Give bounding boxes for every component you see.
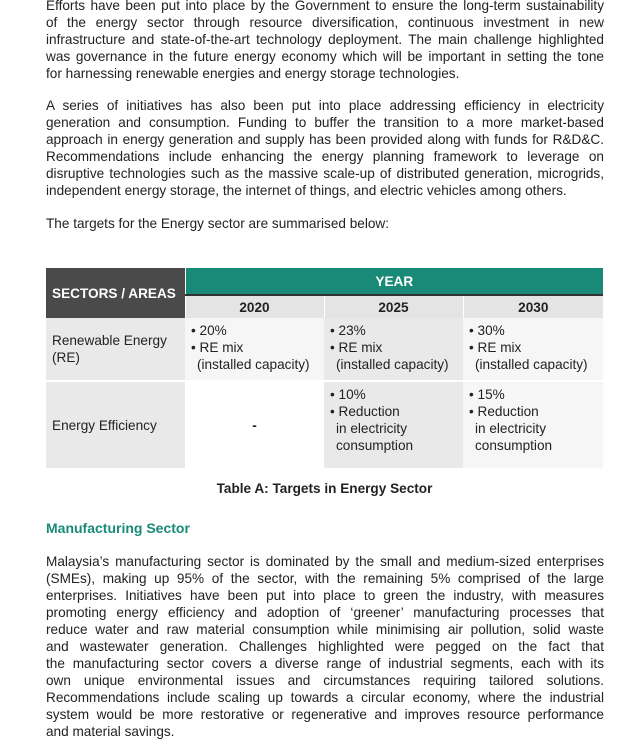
- text-line: of the energy sector through resource diversification, continuous investment in new: [46, 15, 604, 30]
- text-line: the manufacturing sector covers a diverse range of industrial segments, each with its: [46, 656, 604, 671]
- re-2020-cell: [185, 318, 324, 381]
- target-detail: (installed capacity): [197, 357, 310, 372]
- text-line: (SMEs), making up 95% of the sector, with the remaining 5% comprised of the large: [46, 571, 604, 586]
- re-2025-cell: [324, 318, 463, 381]
- year-header: YEAR: [185, 268, 603, 295]
- target-value: • 23%: [330, 323, 366, 338]
- target-metric: • RE mix: [330, 340, 383, 355]
- target-detail: in electricity: [475, 421, 547, 436]
- text-line: Recommendations include enhancing the energy planning framework to leverage on: [46, 149, 604, 164]
- target-value: • 20%: [191, 323, 227, 338]
- text-line: Efforts have been put into place by the Government to ensure the long-term sustainability: [46, 0, 604, 13]
- intro-paragraph-1: [46, 0, 604, 82]
- re-2030-cell: [463, 318, 603, 381]
- text-line: independent energy storage, the internet of things, and electric vehicles among others.: [46, 183, 567, 198]
- intro-paragraph-3: The targets for the Energy sector are summarised below:: [46, 216, 390, 231]
- text-line: reduce water and raw material consumption while minimising air pollution, solid waste: [46, 622, 604, 637]
- target-detail: (installed capacity): [336, 357, 449, 372]
- table-row: [46, 318, 603, 381]
- target-detail: (installed capacity): [475, 357, 588, 372]
- target-metric: • RE mix: [469, 340, 522, 355]
- intro-paragraph-2: [46, 97, 604, 199]
- target-metric: • RE mix: [191, 340, 244, 355]
- target-value: • 15%: [469, 387, 505, 402]
- text-line: own unique environmental issues and circumstances requiring tailored solutions.: [46, 673, 604, 688]
- year-2030-header: 2030: [463, 295, 603, 318]
- text-line: Malaysia’s manufacturing sector is dominated by the small and medium-sized enterprises: [46, 554, 604, 569]
- manufacturing-paragraph: [46, 553, 604, 740]
- table-row: [46, 381, 603, 468]
- energy-targets-table: [46, 268, 603, 468]
- row-label-renewable-energy: Renewable Energy (RE): [46, 318, 185, 381]
- text-line: system would be more restorative or regenerative and improves resource performance: [46, 707, 604, 722]
- target-detail: consumption: [336, 438, 414, 453]
- text-line: disruptive technologies such as the massive scale-up of distributed generation, microgrids,: [46, 166, 604, 181]
- section-heading: Manufacturing Sector: [46, 520, 190, 536]
- target-detail: consumption: [475, 438, 553, 453]
- ee-2030-cell: [463, 381, 603, 468]
- year-2025-header: 2025: [324, 295, 463, 318]
- target-metric: • Reduction: [469, 404, 539, 419]
- text-line: and wastewater generation. Challenges highlighted were pegged on the fact that: [46, 639, 604, 654]
- table-caption: Table A: Targets in Energy Sector: [216, 481, 433, 496]
- text-line: was governance in the future energy economy which will be important in setting the tone: [46, 49, 604, 64]
- text-line: A series of initiatives has also been put into place addressing efficiency in electricity: [46, 98, 604, 113]
- target-metric: • Reduction: [330, 404, 400, 419]
- row-label-energy-efficiency: Energy Efficiency: [46, 381, 185, 468]
- target-value: • 30%: [469, 323, 505, 338]
- text-line: and material savings.: [46, 724, 175, 739]
- text-line: infrastructure and state-of-the-art technology deployment. The main challenge highlighted: [46, 32, 604, 47]
- text-line: Recommendations include scaling up towards a circular economy, where the industrial: [46, 690, 604, 705]
- text-line: enterprises. Initiatives have been put into place to green the industry, with measures: [46, 588, 604, 603]
- sectors-areas-header: SECTORS / AREAS: [46, 268, 185, 318]
- ee-2025-cell: [324, 381, 463, 468]
- ee-2020-cell: -: [185, 381, 324, 468]
- target-detail: in electricity: [336, 421, 408, 436]
- target-value: • 10%: [330, 387, 366, 402]
- text-line: promoting energy efficiency and adoption of ‘greener’ manufacturing processes that: [46, 605, 604, 620]
- year-2020-header: 2020: [185, 295, 324, 318]
- text-line: for harnessing renewable energies and energy storage technologies.: [46, 66, 460, 81]
- text-line: approach in energy generation and supply has been provided along with funds for R&D&C.: [46, 132, 604, 147]
- text-line: generation and consumption. Funding to buffer the transition to a more market-based: [46, 115, 604, 130]
